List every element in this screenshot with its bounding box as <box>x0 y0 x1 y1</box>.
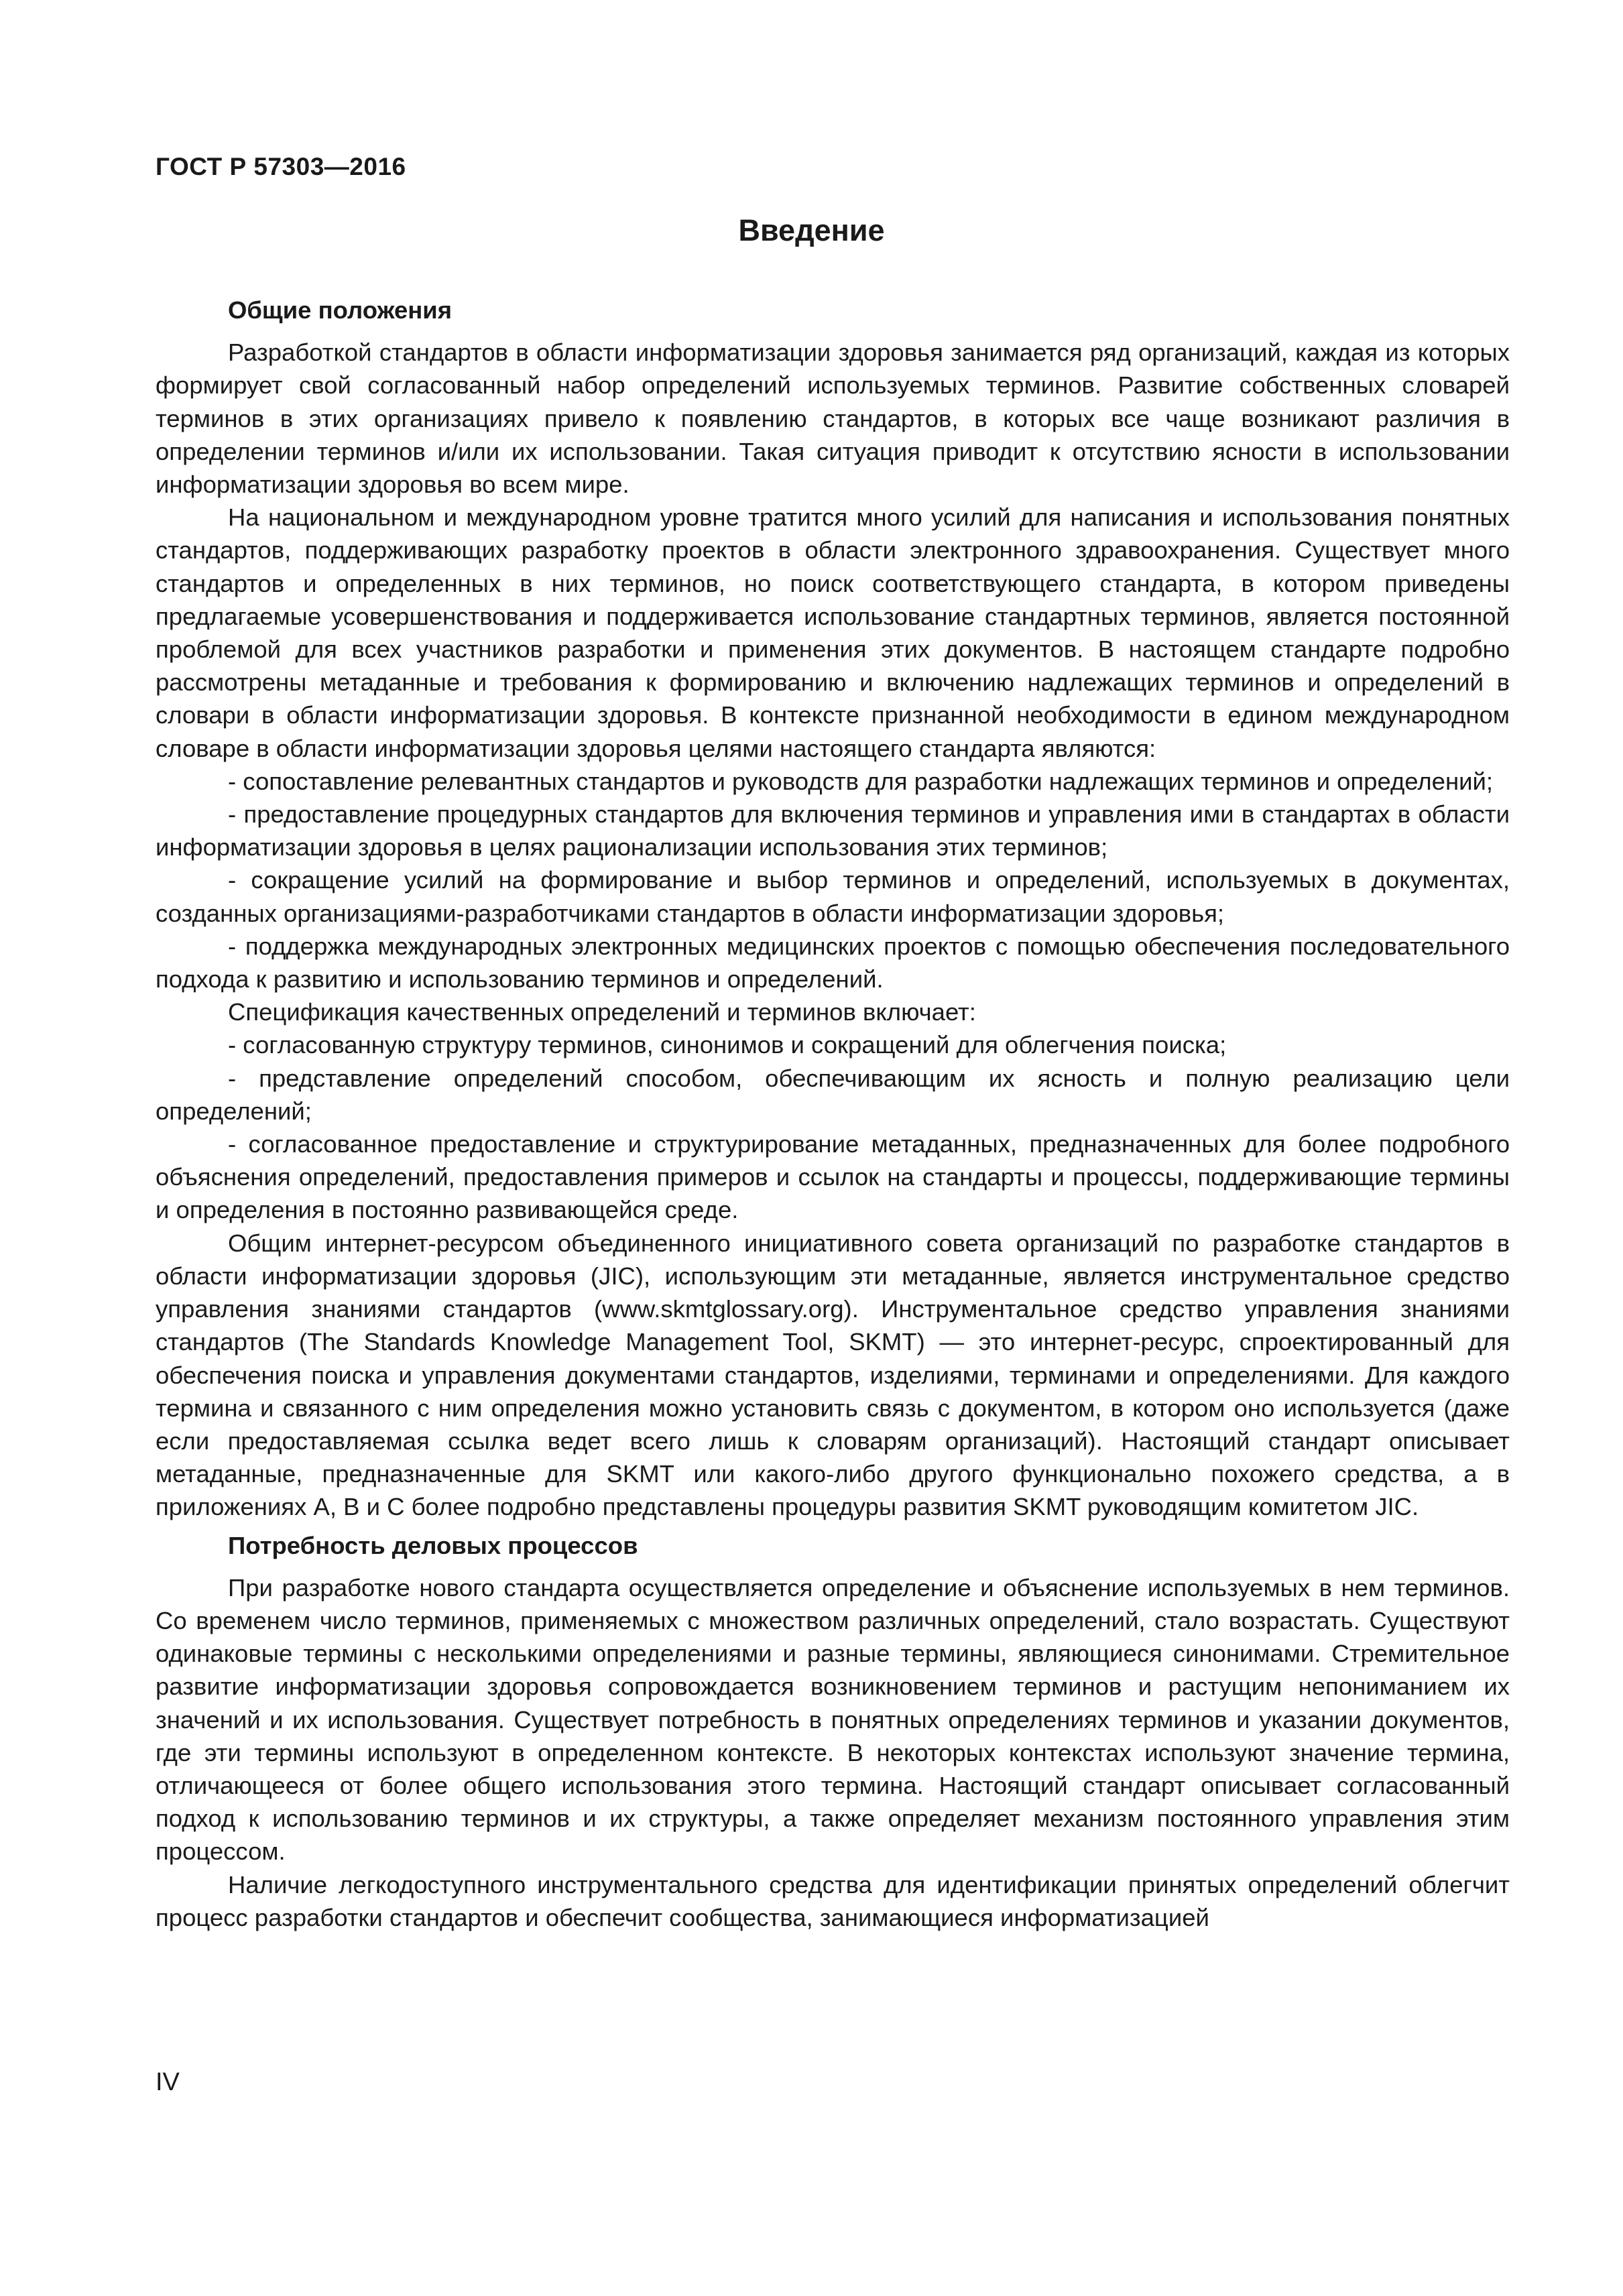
paragraph: Спецификация качественных определений и терминов включает: <box>228 998 976 1026</box>
paragraph: При разработке нового стандарта осуществляется определение и объяснение используемых в нем терминов. Со временем число терминов, применяемых с множеством различных определений, стало возрастать. Существуют одинаковые термины с несколькими определениями и разные термины, являющиеся синонимами. Стремительное развитие информатизации здоровья сопровождается возникновением терминов и растущим непониманием их значений и их использования. Существует потребность в понятных определениях терминов и указании документов, где эти термины используют в определенном контексте. В некоторых контекстах используют значение термина, отличающееся от более общего использования этого термина. Настоящий стандарт описывает согласованный подход к использованию терминов и их структуры, а также определяет механизм постоянного управления этим процессом. <box>156 1573 1510 1866</box>
paragraph: Наличие легкодоступного инструментального средства для идентификации принятых определений облегчит процесс разработки стандартов и обеспечит сообщества, занимающиеся информатизацией <box>156 1870 1510 1931</box>
section-heading: Потребность деловых процессов <box>228 1531 638 1559</box>
list-item: - представление определений способом, обеспечивающим их ясность и полную реализацию цели определений; <box>156 1064 1510 1125</box>
section-heading: Общие положения <box>228 296 453 324</box>
document-code: ГОСТ Р 57303—2016 <box>156 153 406 180</box>
page-title: Введение <box>738 213 885 247</box>
list-item: - предоставление процедурных стандартов для включения терминов и управления ими в стандартах в области информатизации здоровья в целях рационализации использования этих терминов; <box>156 800 1510 861</box>
list-item: - сопоставление релевантных стандартов и руководств для разработки надлежащих терминов и определений; <box>228 767 1494 795</box>
document-body <box>156 294 1510 1934</box>
list-item: - сокращение усилий на формирование и выбор терминов и определений, используемых в документах, созданных организациями-разработчиками стандартов в области информатизации здоровья; <box>156 866 1510 927</box>
paragraph: Разработкой стандартов в области информатизации здоровья занимается ряд организаций, каждая из которых формирует свой согласованный набор определений используемых терминов. Развитие собственных словарей терминов в этих организациях привело к появлению стандартов, в которых все чаще возникают различия в определении терминов и/или их использовании. Такая ситуация приводит к отсутствию ясности в использовании информатизации здоровья во всем мире. <box>156 339 1510 499</box>
paragraph: Общим интернет-ресурсом объединенного инициативного совета организаций по разработке стандартов в области информатизации здоровья (JIC), использующим эти метаданные, является инструментальное средство управления знаниями стандартов (www.skmtglossary.org). Инструментальное средство управления знаниями стандартов (The Standards Knowledge Management Tool, SKMT) — это интернет-ресурс, спроектированный для обеспечения поиска и управления документами стандартов, изделиями, терминами и определениями. Для каждого термина и связанного с ним определения можно установить связь с документом, в котором оно используется (даже если предоставляемая ссылка ведет всего лишь к словарям организаций). Настоящий стандарт описывает метаданные, предназначенные для SKMT или какого-либо другого функционально похожего средства, а в приложениях А, В и С более подробно представлены процедуры развития SKMT руководящим комитетом JIC. <box>156 1229 1510 1521</box>
list-item: - согласованное предоставление и структурирование метаданных, предназначенных для более подробного объяснения определений, предоставления примеров и ссылок на стандарты и процессы, поддерживающие термины и определения в постоянно развивающейся среде. <box>156 1130 1510 1224</box>
list-item: - поддержка международных электронных медицинских проектов с помощью обеспечения последовательного подхода к развитию и использованию терминов и определений. <box>156 932 1510 993</box>
list-item: - согласованную структуру терминов, синонимов и сокращений для облегчения поиска; <box>228 1031 1227 1059</box>
paragraph: На национальном и международном уровне тратится много усилий для написания и использования понятных стандартов, поддерживающих разработку проектов в области электронного здравоохранения. Существует много стандартов и определенных в них терминов, но поиск соответствующего стандарта, в котором приведены предлагаемые усовершенствования и поддерживается использование стандартных терминов, является постоянной проблемой для всех участников разработки и применения этих документов. В настоящем стандарте подробно рассмотрены метаданные и требования к формированию и включению надлежащих терминов и определений в словари в области информатизации здоровья. В контексте признанной необходимости в едином международном словаре в области информатизации здоровья целями настоящего стандарта являются: <box>156 503 1510 762</box>
page-number: IV <box>156 2068 180 2096</box>
